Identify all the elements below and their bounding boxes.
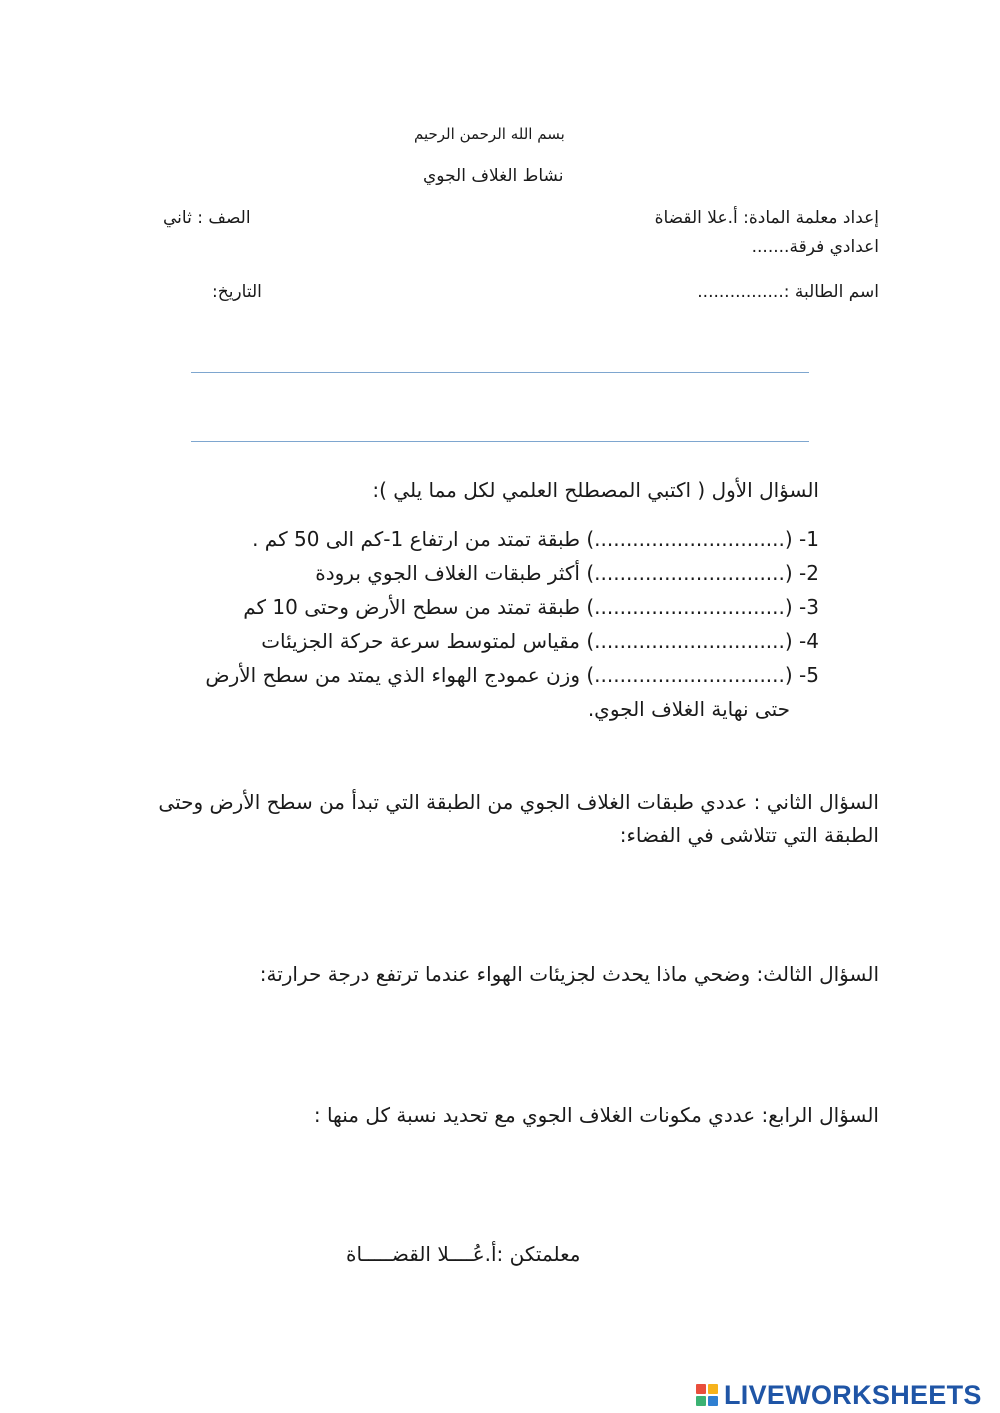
class-label: الصف : ثاني	[163, 208, 251, 228]
teacher-signature: معلمتكن :أ.عُــــلا القضـــــاة	[346, 1242, 581, 1266]
worksheet-title: نشاط الغلاف الجوي	[423, 166, 564, 186]
question-1-item-1[interactable]: 1- (..............................) طبقة تمتد من ارتفاع 1-كم الى 50 كم .	[252, 527, 819, 551]
question-4: السؤال الرابع: عددي مكونات الغلاف الجوي مع تحديد نسبة كل منها :	[313, 1103, 879, 1127]
liveworksheets-logo[interactable]	[696, 1381, 992, 1409]
question-2-line-2: الطبقة التي تتلاشى في الفضاء:	[619, 823, 879, 847]
blank-line-2[interactable]	[191, 441, 809, 442]
question-1-item-2[interactable]: 2- (..............................) أكثر طبقات الغلاف الجوي برودة	[315, 561, 819, 585]
date-field[interactable]: التاريخ:	[212, 282, 262, 302]
basmala: بسم الله الرحمن الرحيم	[414, 125, 565, 143]
question-3: السؤال الثالث: وضحي ماذا يحدث لجزيئات الهواء عندما ترتفع درجة حرارتة:	[259, 962, 879, 986]
logo-text: LIVEWORKSHEETS	[724, 1379, 982, 1410]
logo-blocks-icon	[696, 1384, 718, 1406]
logo-block	[696, 1396, 706, 1406]
question-1-item-4[interactable]: 4- (..............................) مقياس لمتوسط سرعة حركة الجزيئات	[261, 629, 819, 653]
logo-block	[708, 1384, 718, 1394]
question-1-item-5[interactable]: 5- (..............................) وزن عمودج الهواء الذي يمتد من سطح الأرض	[205, 663, 819, 687]
logo-block	[696, 1384, 706, 1394]
question-1-title: السؤال الأول ( اكتبي المصطلح العلمي لكل مما يلي ):	[372, 478, 819, 502]
blank-line-1[interactable]	[191, 372, 809, 373]
prepared-by: إعداد معلمة المادة: أ.علا القضاة	[654, 208, 879, 228]
logo-block	[708, 1396, 718, 1406]
question-1-item-5-continuation: حتى نهاية الغلاف الجوي.	[587, 697, 790, 721]
question-1-item-3[interactable]: 3- (..............................) طبقة تمتد من سطح الأرض وحتى 10 كم	[243, 595, 819, 619]
student-name-field[interactable]: اسم الطالبة :................	[697, 282, 879, 302]
class-continued: اعدادي فرقة.......	[751, 237, 879, 257]
question-2-line-1: السؤال الثاني : عددي طبقات الغلاف الجوي من الطبقة التي تبدأ من سطح الأرض وحتى	[158, 790, 879, 814]
